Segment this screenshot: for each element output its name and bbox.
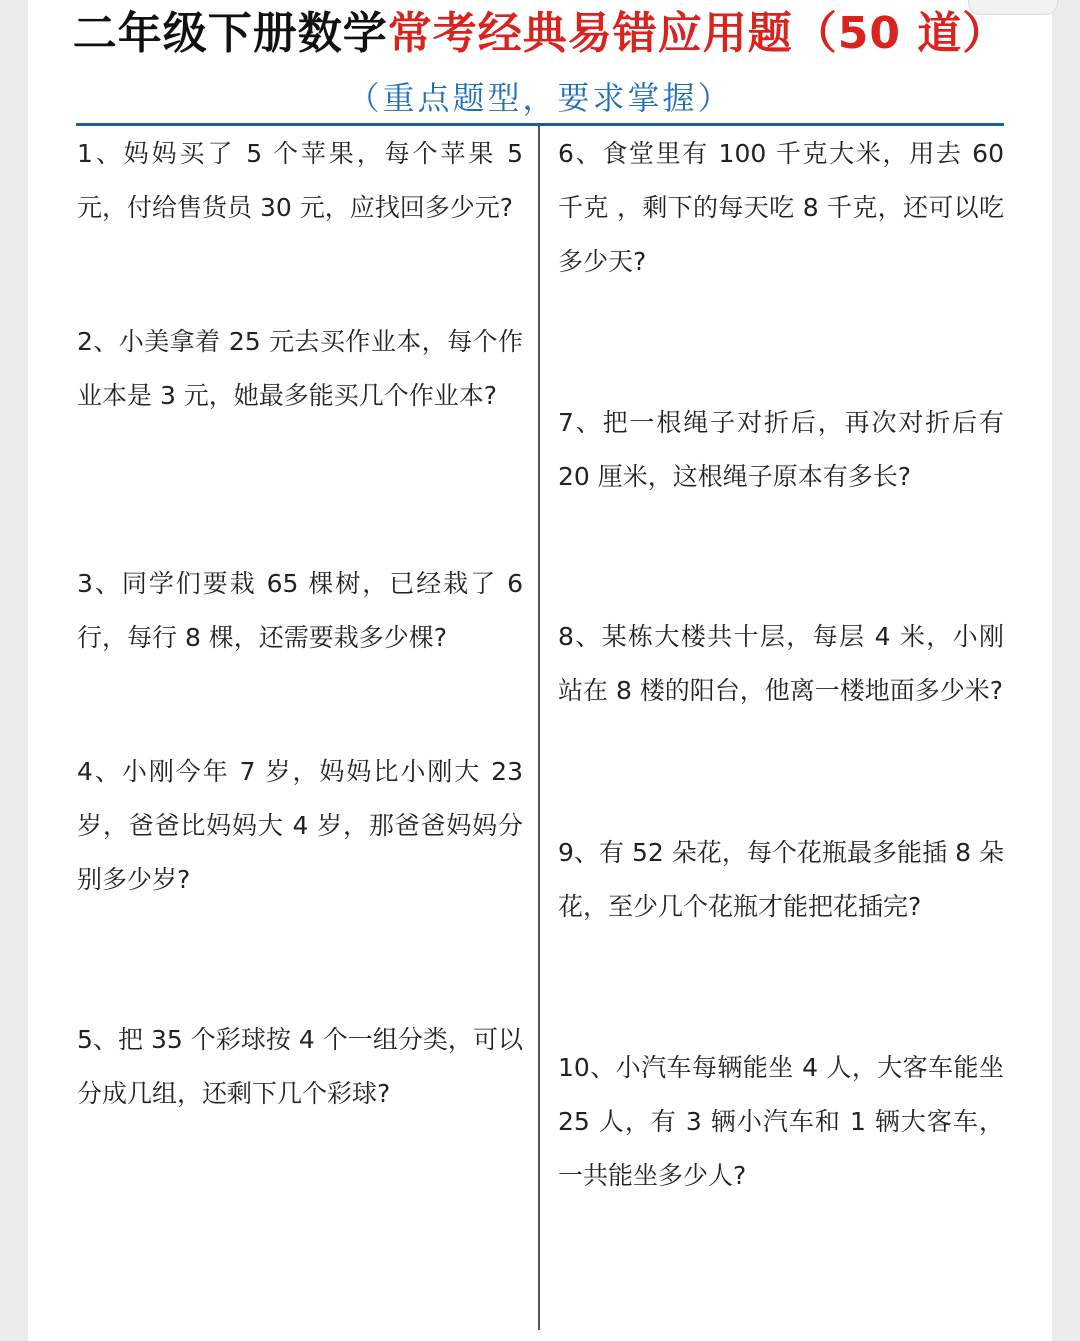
question-1: 1、妈妈买了 5 个苹果，每个苹果 5 元，付给售货员 30 元，应找回多少元?: [77, 139, 523, 222]
question-3: 3、同学们要栽 65 棵树，已经栽了 6 行，每行 8 棵，还需要栽多少棵?: [77, 569, 523, 652]
page-subtitle: （重点题型，要求掌握）: [347, 79, 733, 117]
question-2: 2、小美拿着 25 元去买作业本，每个作业本是 3 元，她最多能买几个作业本?: [77, 327, 523, 410]
question-7: 7、把一根绳子对折后，再次对折后有 20 厘米，这根绳子原本有多长?: [558, 408, 1004, 491]
header-rule: [76, 123, 1004, 126]
title-grade-part: 二年级下册数学: [72, 8, 388, 59]
page-title: [0, 6, 1080, 62]
column-divider: [538, 126, 540, 1330]
question-5: 5、把 35 个彩球按 4 个一组分类，可以分成几组，还剩下几个彩球?: [77, 1025, 523, 1108]
title-topic-part: 常考经典易错应用题（50 道）: [387, 8, 1008, 59]
question-4: 4、小刚今年 7 岁，妈妈比小刚大 23 岁，爸爸比妈妈大 4 岁，那爸爸妈妈分别多少岁?: [77, 757, 523, 894]
question-10: 10、小汽车每辆能坐 4 人，大客车能坐 25 人，有 3 辆小汽车和 1 辆大客车，一共能坐多少人?: [558, 1053, 1004, 1190]
question-8: 8、某栋大楼共十层，每层 4 米，小刚站在 8 楼的阳台，他离一楼地面多少米?: [558, 622, 1004, 705]
question-6: 6、食堂里有 100 千克大米，用去 60 千克 ，剩下的每天吃 8 千克，还可以吃多少天?: [558, 139, 1004, 276]
question-9: 9、有 52 朵花，每个花瓶最多能插 8 朵花，至少几个花瓶才能把花插完?: [558, 838, 1004, 921]
